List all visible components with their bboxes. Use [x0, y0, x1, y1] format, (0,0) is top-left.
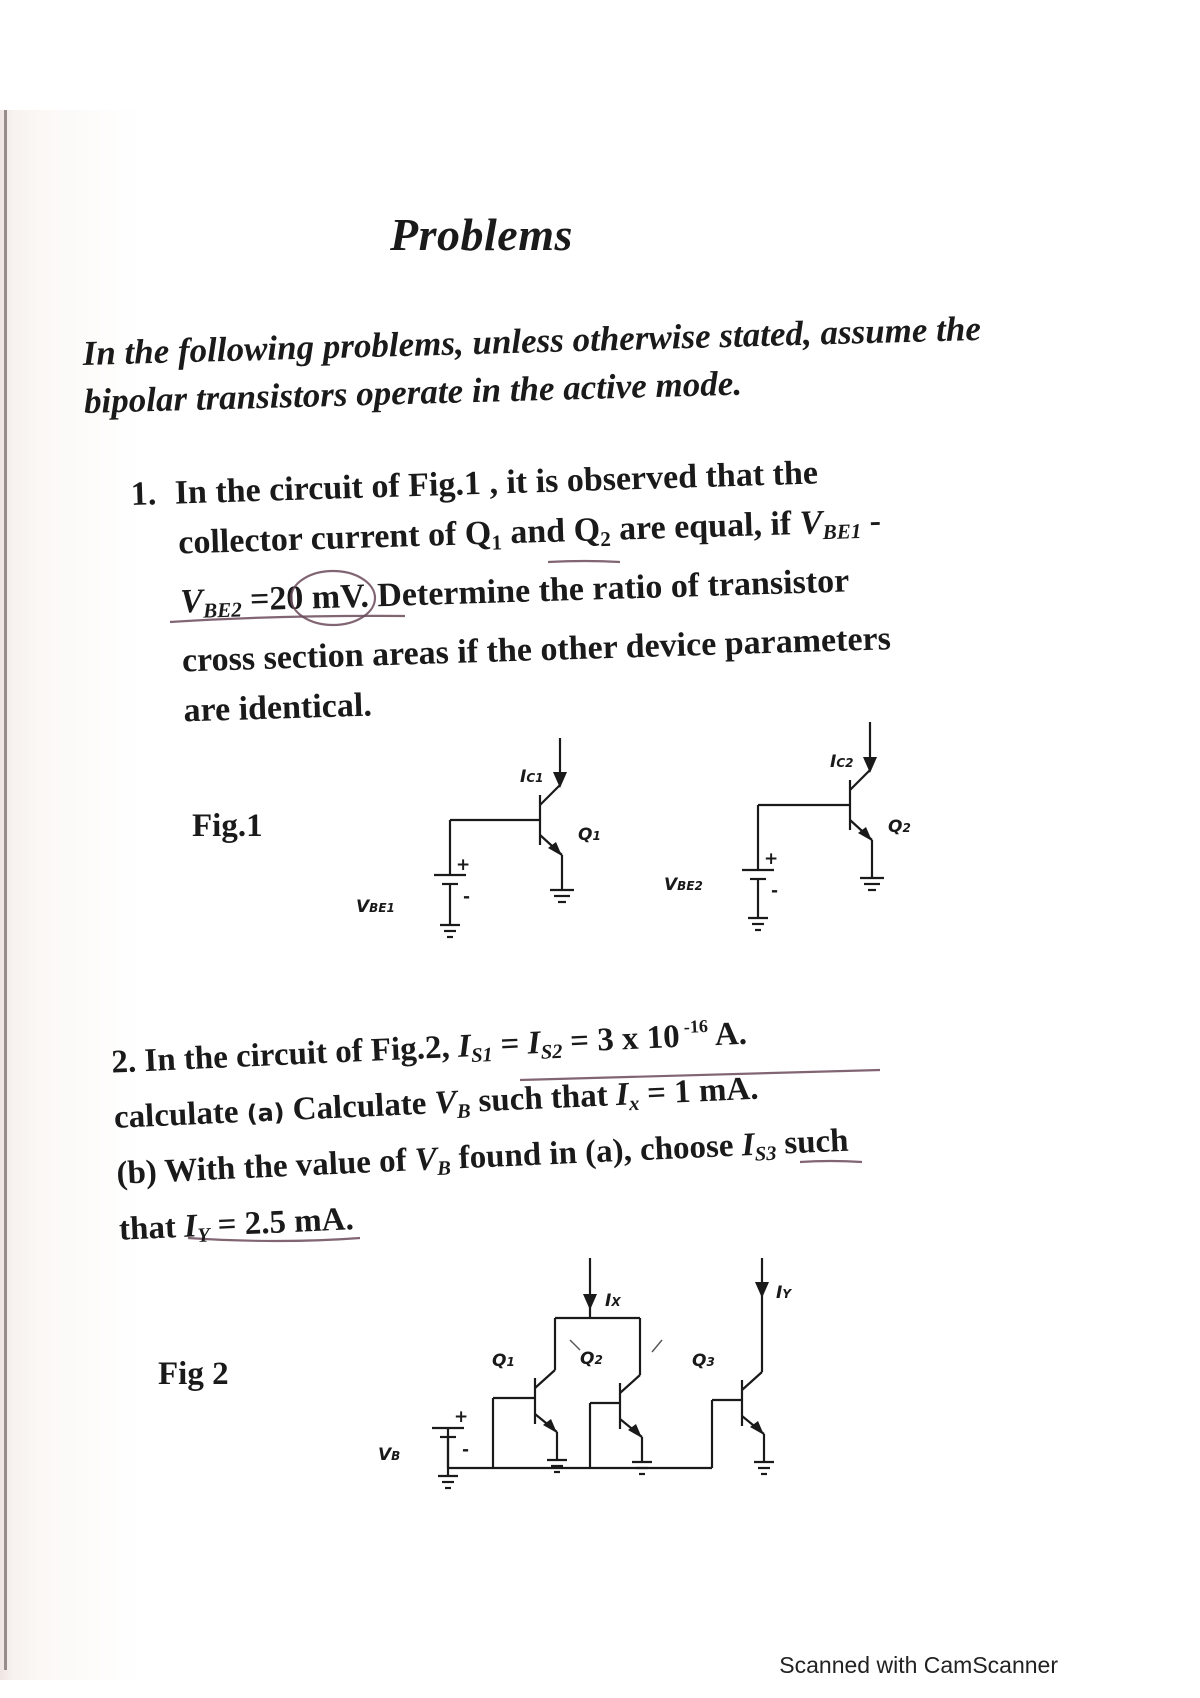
q1-label: Q1 — [578, 825, 601, 845]
vb-plus: + — [454, 1407, 469, 1427]
problem-1-line-3: $V_{BE2} =20$ mV. Determine the ratio of transistor — [179, 562, 850, 623]
problem-1-line-5: are identical. — [183, 686, 373, 730]
ic1-label: IC1 — [520, 767, 544, 787]
ic2-label: IC2 — [830, 752, 854, 772]
vb-label: VB — [378, 1445, 401, 1465]
problem-2-line-3: (b) With the value of $V_B$ found in (a), choose $I_{S3}$ such — [115, 1122, 850, 1192]
problem-2-line-2: calculate (a) Calculate $V_B$ such that $I_x = 1$ mA. — [113, 1070, 760, 1137]
problem-2-line-1: 2. In the circuit of Fig.2, $I_{S1} = I_{S2} = 3$ x 10 $^{-16}$ A. — [110, 1015, 748, 1081]
vbe1-label: VBE1 — [356, 897, 395, 917]
q2-label: Q2 — [580, 1349, 603, 1369]
vbe1-plus: + — [456, 855, 471, 875]
q1-label: Q1 — [492, 1351, 515, 1371]
iy-label: IY — [776, 1283, 792, 1303]
q3-label: Q3 — [692, 1351, 715, 1371]
ix-label: IX — [605, 1291, 621, 1311]
pencil-tick-1 — [570, 1340, 580, 1350]
vbe2-minus: - — [771, 881, 779, 901]
problem-1-line-2: collector current of $Q_1$ and $Q_2$ are equal, if $V_{BE1}$ - — [177, 502, 882, 562]
problem-1-number: 1. — [130, 475, 157, 513]
iy-arrow — [755, 1282, 769, 1298]
q2-collector-lead — [620, 1375, 640, 1393]
page-title: Problems — [390, 209, 573, 260]
vbe2-label: VBE2 — [664, 875, 703, 895]
q3-collector-lead — [742, 1372, 762, 1390]
vbe2-plus: + — [764, 849, 779, 869]
problem-1-line-4: cross section areas if the other device parameters — [181, 619, 892, 680]
problem-1-line-1: 1. In the circuit of Fig.1 , it is observed that the — [130, 443, 981, 520]
q1-collector-lead — [535, 1370, 555, 1388]
vbe1-minus: - — [463, 887, 471, 907]
ix-arrow — [583, 1294, 597, 1310]
q2-label: Q2 — [888, 817, 911, 837]
intro-paragraph: In the following problems, unless otherwise stated, assume the bipolar transistors operate in the active mode. — [82, 308, 982, 421]
pencil-tick-2 — [652, 1340, 662, 1352]
fig-2-label: Fig 2 — [158, 1356, 229, 1392]
fig-1-label: Fig.1 — [192, 808, 263, 844]
scanner-watermark: Scanned with CamScanner — [779, 1652, 1058, 1678]
problem-2-line-4: that $I_Y = 2.5$ mA. — [118, 1200, 355, 1248]
vb-minus: - — [462, 1440, 470, 1460]
